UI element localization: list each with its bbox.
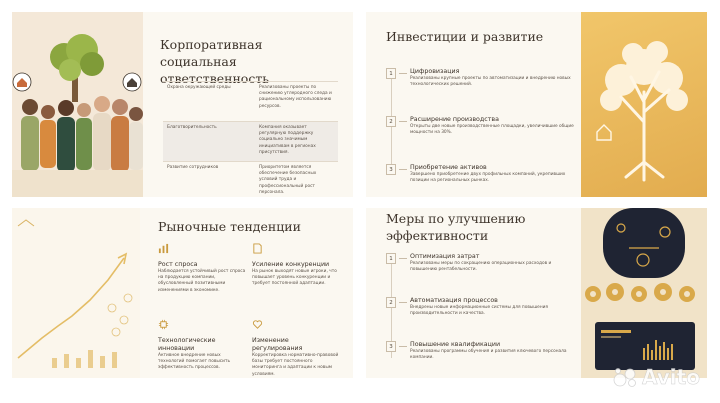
slide-investments[interactable]	[366, 12, 707, 197]
slide-efficiency[interactable]	[366, 208, 707, 378]
step-dash	[399, 73, 407, 74]
item-text: Корректировка нормативно-правовой базы требует постоянного мониторинга и адаптации к новым условиям.	[252, 353, 339, 377]
steps-list	[386, 253, 576, 378]
step-dash	[399, 258, 407, 259]
house-icon	[13, 73, 31, 91]
step-number: 1	[386, 253, 396, 264]
step-heading: Оптимизация затрат	[410, 253, 480, 260]
growth-illustration	[12, 208, 140, 378]
gears-illustration	[581, 208, 707, 378]
list-item	[386, 116, 576, 164]
item-heading: Технологические инновации	[158, 337, 216, 352]
watermark	[612, 362, 712, 392]
slide-title: Корпоративная социальная ответственность	[160, 37, 270, 86]
bar-chart-icon	[158, 243, 169, 254]
slide-title: Инвестиции и развитие	[386, 29, 544, 44]
item-heading: Рост спроса	[158, 261, 198, 268]
slide-title: Рыночные тенденции	[158, 219, 301, 234]
list-item	[386, 253, 576, 297]
step-text: Реализованы программы обучения и развития ключевого персонала компании.	[410, 349, 567, 361]
list-item	[386, 164, 576, 197]
table-row	[163, 161, 338, 197]
list-item	[386, 68, 576, 116]
document-icon	[252, 243, 263, 254]
step-dash	[399, 302, 407, 303]
chip-icon	[158, 319, 169, 330]
list-item	[252, 318, 340, 378]
item-text: Активное внедрение новых технологий помогает повысить эффективность процессов.	[158, 353, 230, 371]
step-text: Внедрены новые информационные системы для повышения производительности и качества.	[410, 305, 549, 317]
tree-illustration	[581, 12, 707, 197]
slide-market-trends[interactable]	[12, 208, 353, 378]
step-dash	[399, 346, 407, 347]
table-row	[163, 81, 338, 121]
item-heading: Усиление конкуренции	[252, 261, 330, 268]
list-item	[386, 341, 576, 378]
step-heading: Автоматизация процессов	[410, 297, 498, 304]
item-text: На рынок выходят новые игроки, что повышает уровень конкуренции и требует постоянной адаптации.	[252, 269, 337, 287]
csr-table	[163, 81, 338, 197]
step-dash	[399, 121, 407, 122]
table-row	[163, 121, 338, 161]
row-label: Развитие сотрудников	[167, 165, 219, 170]
people-illustration	[12, 12, 143, 197]
step-number: 3	[386, 164, 396, 175]
list-item	[252, 242, 340, 288]
step-number: 3	[386, 341, 396, 352]
watermark-text: Avito	[642, 365, 700, 389]
step-heading: Повышение квалификации	[410, 341, 501, 348]
list-item	[158, 318, 246, 372]
house-icon	[597, 125, 611, 140]
step-dash	[399, 169, 407, 170]
step-text: Реализованы крупные проекты по автоматизации и внедрению новых технологических решений.	[410, 76, 571, 88]
item-heading: Изменение регулирования	[252, 337, 303, 352]
step-number: 2	[386, 297, 396, 308]
step-number: 2	[386, 116, 396, 127]
step-text: Открыты две новые производственные площадки, увеличившие общие мощности на 30%.	[410, 124, 574, 136]
slide-title: Меры по улучшению эффективности	[386, 211, 526, 243]
row-label: Охрана окружающей среды	[167, 85, 231, 90]
list-item	[158, 242, 246, 294]
step-heading: Расширение производства	[410, 116, 499, 123]
avito-logo-icon	[612, 366, 638, 388]
step-text: Реализованы меры по сокращению операционных расходов и повышению рентабельности.	[410, 261, 552, 273]
row-label: Благотворительность	[167, 125, 217, 130]
step-number: 1	[386, 68, 396, 79]
row-text: Реализованы проекты по снижению углеродного следа и рациональному использованию ресурсов.	[259, 85, 332, 109]
steps-list	[386, 68, 576, 197]
list-item	[386, 297, 576, 341]
step-heading: Приобретение активов	[410, 164, 487, 171]
row-text: Приоритетом является обеспечение безопасных условий труда и профессиональный рост персонала.	[259, 165, 317, 195]
item-text: Наблюдается устойчивый рост спроса на продукцию компании, обусловленный позитивными изменениями в экономике.	[158, 269, 246, 293]
slide-csr[interactable]	[12, 12, 353, 197]
step-text: Завершено приобретение двух профильных компаний, укрепивших позиции на региональных рынках.	[410, 172, 566, 184]
row-text: Компания оказывает регулярную поддержку социально значимым инициативам в регионах присутствия.	[259, 125, 316, 155]
step-heading: Цифровизация	[410, 68, 460, 75]
house-icon	[123, 73, 141, 91]
heart-icon	[252, 319, 263, 330]
